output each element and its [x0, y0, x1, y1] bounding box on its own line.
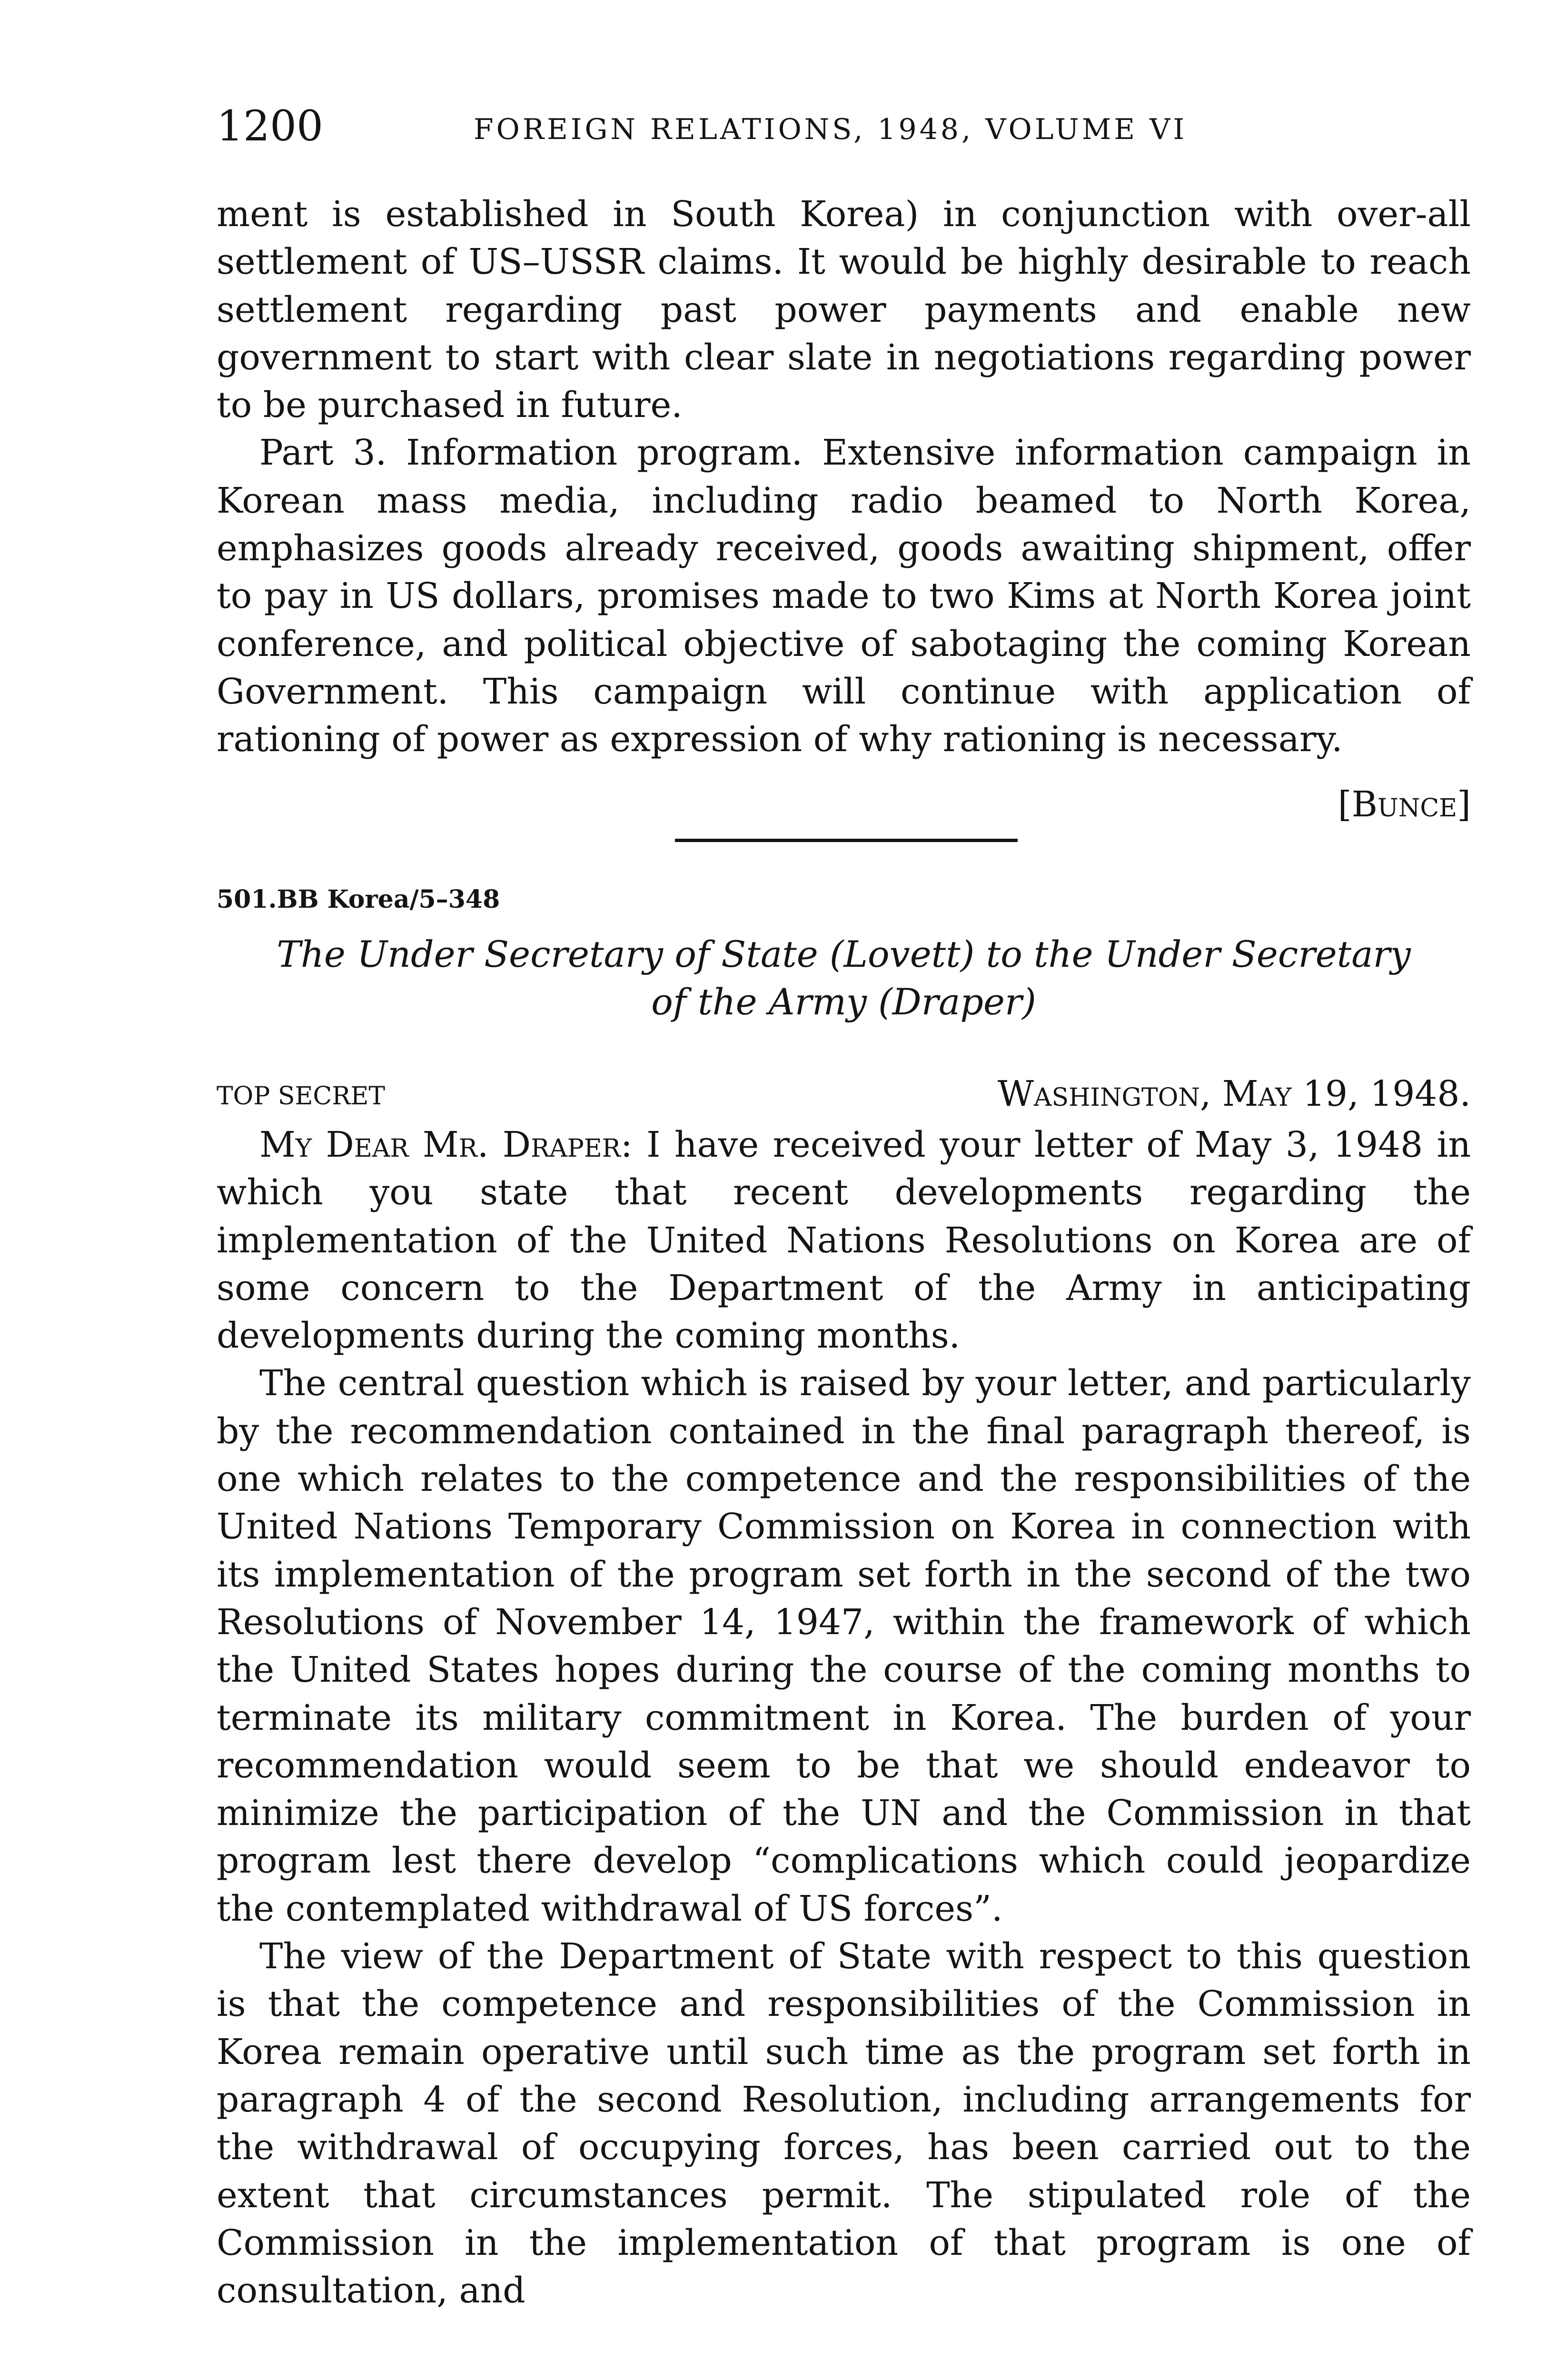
letter-paragraph-3: The view of the Department of State with respect to this question is that the competence and responsibilities of the Commission in Korea remain operative until such time as the program set forth in paragraph 4 of the second Resolution, including arrangements for the withdrawal of occupying forces, has been carried out to the extent that circumstances permit. The stipulated role of the Commission in the implementation of that program is one of consultation, and	[217, 1936, 1471, 2311]
dateline: Washington, May 19, 1948.	[997, 1073, 1471, 1114]
letter-paragraph-1	[217, 1121, 1471, 1359]
part3-paragraph: Part 3. Information program. Extensive information campaign in Korean mass media, including radio beamed to North Korea, emphasizes goods already received, goods awaiting shipment, offer to pay in US dollars, promises made to two Kims at North Korea joint conference, and political objective of sabotaging the coming Korean Government. This campaign will continue with application of rationing of power as expression of why rationing is necessary.	[217, 432, 1471, 760]
document-title-line-1: The Under Secretary of State (Lovett) to the Under Secretary	[277, 933, 1411, 975]
letter-body	[217, 1121, 1471, 2314]
page-number: 1200	[217, 101, 323, 150]
letter-paragraph-1-text: I have received your letter of May 3, 1948 in which you state that recent developments regarding the implementation of the United Nations Resolutions on Korea are of some concern to the Department of the Army in anticipating developments during the coming months.	[217, 1124, 1471, 1357]
page-header	[217, 100, 1473, 152]
classification-label: TOP SECRET	[217, 1082, 385, 1111]
document-title-line-2: of the Army (Draper)	[651, 981, 1036, 1023]
continuation-paragraph: ment is established in South Korea) in conjunction with over-all settlement of US–USSR claims. It would be highly desirable to reach settlement regarding past power payments and enable new government to start with clear slate in negotiations regarding power to be purchased in future.	[217, 194, 1471, 426]
file-reference: 501.BB Korea/5–348	[217, 885, 500, 914]
previous-document-text	[217, 190, 1471, 764]
section-divider	[675, 839, 1018, 842]
signature: [Bunce]	[1338, 784, 1471, 825]
running-head: FOREIGN RELATIONS, 1948, VOLUME VI	[474, 113, 1188, 146]
salutation: My Dear Mr. Draper:	[259, 1124, 633, 1165]
document-title	[217, 931, 1471, 1026]
letter-paragraph-2: The central question which is raised by your letter, and particularly by the recommendation contained in the final paragraph thereof, is one which relates to the competence and the responsibilities of the United Nations Temporary Commission on Korea in connection with its implementation of the program set forth in the second of the two Resolutions of November 14, 1947, within the framework of which the United States hopes during the course of the coming months to terminate its military commitment in Korea. The burden of your recommendation would seem to be that we should endeavor to minimize the participation of the UN and the Commission in that program lest there develop “complications which could jeopardize the contemplated withdrawal of US forces”.	[217, 1363, 1471, 1929]
